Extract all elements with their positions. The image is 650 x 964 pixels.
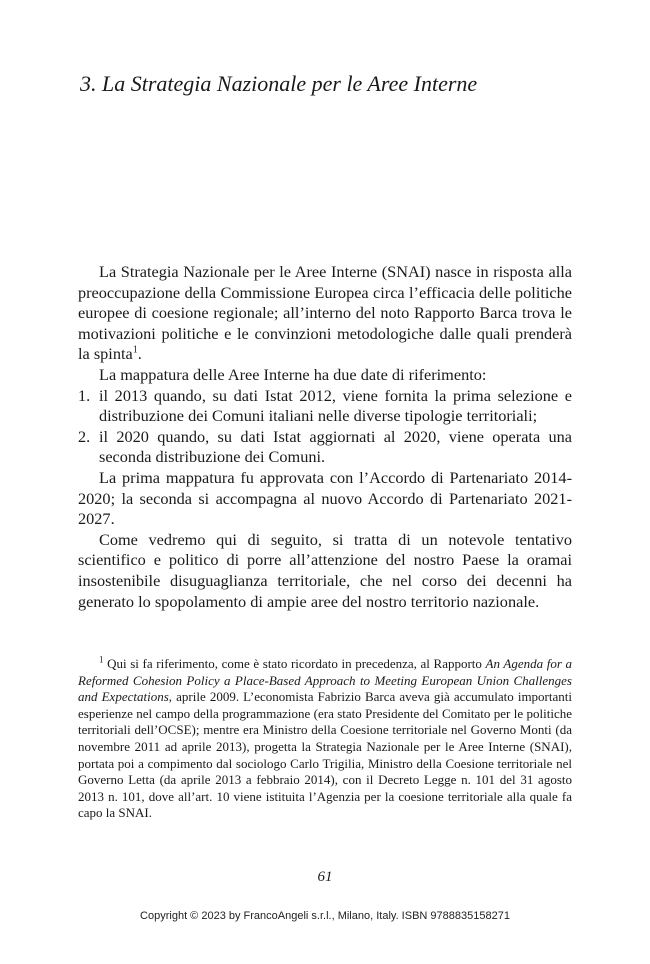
paragraph-partnership: La prima mappatura fu approvata con l’Accordo di Partenariato 2014-2020; la seconda si accompagna al nuovo Accordo di Partenariato 2021-2027. xyxy=(78,467,572,529)
footnote-reference[interactable]: 1 xyxy=(132,344,138,356)
copyright-notice: Copyright © 2023 by FrancoAngeli s.r.l., Milano, Italy. ISBN 9788835158271 xyxy=(140,910,510,922)
footnote-text-before: Qui si fa riferimento, come è stato ricordato in precedenza, al Rapporto xyxy=(103,656,486,671)
footnote-report-title: An Agenda for a Reformed Cohesion Policy a Place-Based Approach to Meeting European Union Challenges and Expectations xyxy=(78,656,572,705)
paragraph-intro-text: La Strategia Nazionale per le Aree Interne (SNAI) nasce in risposta alla preoccupazione della Commissione Europea circa l’efficacia delle politiche europee di coesione regionale; all’interno del noto Rapporto Barca trova le motivazioni politiche e le convinzioni metodologiche dalle quali prenderà la spinta xyxy=(78,262,572,364)
date-list xyxy=(78,386,572,468)
paragraph-intro xyxy=(78,262,572,365)
list-item xyxy=(78,386,572,427)
paragraph-mapping: La mappatura delle Aree Interne ha due date di riferimento: xyxy=(99,364,487,384)
footnote-number: 1 xyxy=(99,654,104,665)
body-text xyxy=(78,262,572,612)
page-number: 61 xyxy=(317,869,333,885)
footnote-text-after: , aprile 2009. L’economista Fabrizio Barca aveva già accumulato importanti esperienze nel campo della programmazione (era stato Presidente del Comitato per le politiche territoriali dell’OCSE); mentre era Ministro della Coesione territoriale nel Governo Monti (da novembre 2011 ad aprile 2013), progetta la Strategia Nazionale per le Aree Interne (SNAI), portata poi a compimento dal sociologo Carlo Trigilia, Ministro della Coesione territoriale nel Governo Letta (da aprile 2013 a febbraio 2014), con il Decreto Legge n. 101 del 31 agosto 2013 n. 101, dove all’art. 10 viene istituita l’Agenzia per la coesione territoriale alla quale fa capo la SNAI. xyxy=(78,689,572,821)
list-item-number: 2. xyxy=(78,426,91,446)
paragraph-intro-end: . xyxy=(137,344,142,364)
footnote xyxy=(78,656,572,822)
chapter-title: 3. La Strategia Nazionale per le Aree Interne xyxy=(80,71,478,96)
list-item xyxy=(78,427,572,468)
list-item-text: il 2013 quando, su dati Istat 2012, viene fornita la prima selezione e distribuzione dei Comuni italiani nelle diverse tipologie territoriali; xyxy=(99,385,572,426)
list-item-number: 1. xyxy=(78,385,91,405)
list-item-text: il 2020 quando, su dati Istat aggiornati al 2020, viene operata una seconda distribuzione dei Comuni. xyxy=(99,426,572,467)
paragraph-conclusion: Come vedremo qui di seguito, si tratta di un notevole tentativo scientifico e politico di porre all’attenzione del nostro Paese la oramai insostenibile disuguaglianza territoriale, che nel corso dei decenni ha generato lo spopolamento di ampie aree del nostro territorio nazionale. xyxy=(78,529,572,611)
